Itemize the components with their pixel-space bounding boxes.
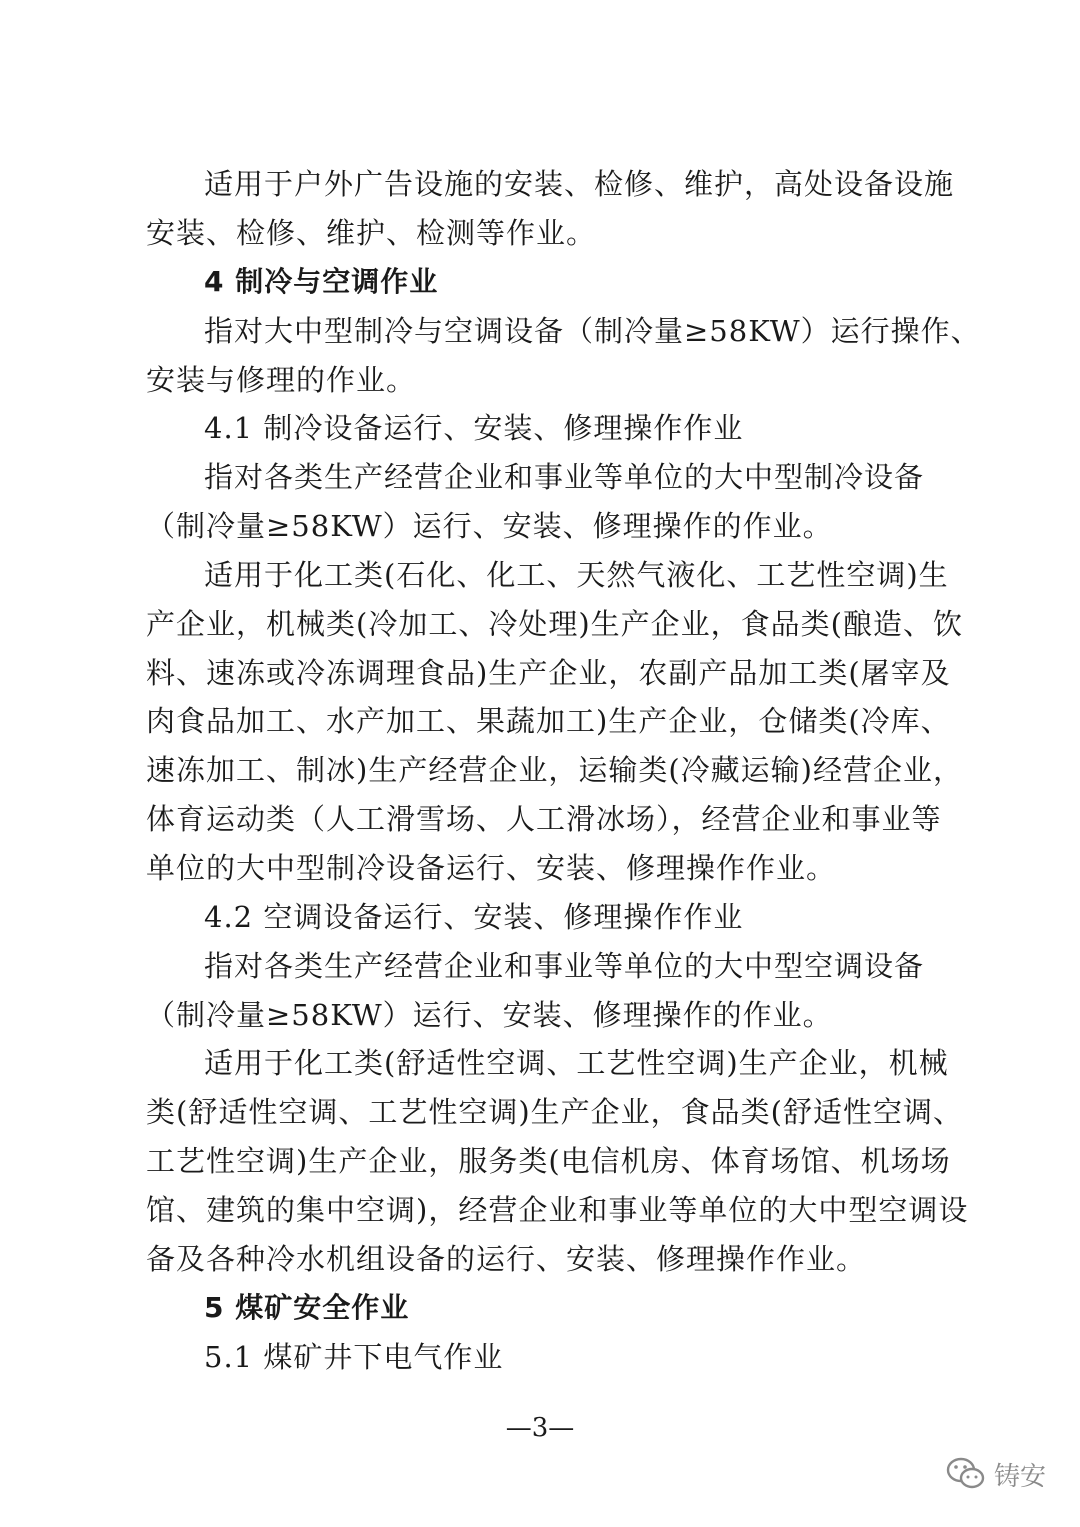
paragraph-line: （制冷量≥58KW）运行、安装、修理操作的作业。 [146, 509, 833, 543]
watermark [946, 1452, 1046, 1496]
paragraph-line: 肉食品加工、水产加工、果蔬加工)生产企业，仓储类(冷库、 [146, 704, 951, 738]
paragraph-line: 安装与修理的作业。 [146, 363, 417, 397]
paragraph-line: （制冷量≥58KW）运行、安装、修理操作的作业。 [146, 998, 833, 1032]
paragraph-line: 适用于户外广告设施的安装、检修、维护，高处设备设施 [204, 167, 955, 201]
paragraph-line: 适用于化工类(石化、化工、天然气液化、工艺性空调)生 [204, 558, 949, 592]
paragraph-line: 指对大中型制冷与空调设备（制冷量≥58KW）运行操作、 [204, 314, 981, 348]
paragraph-line: 类(舒适性空调、工艺性空调)生产企业，食品类(舒适性空调、 [146, 1095, 963, 1129]
subsection-heading: 4.2 空调设备运行、安装、修理操作作业 [204, 900, 744, 934]
paragraph-line: 单位的大中型制冷设备运行、安装、修理操作作业。 [146, 851, 837, 885]
wechat-icon [946, 1457, 986, 1491]
section-heading: 5 煤矿安全作业 [204, 1291, 410, 1324]
paragraph-line: 备及各种冷水机组设备的运行、安装、修理操作作业。 [146, 1242, 867, 1276]
paragraph-line: 指对各类生产经营企业和事业等单位的大中型空调设备 [204, 949, 925, 983]
section-heading: 4 制冷与空调作业 [204, 265, 439, 298]
subsection-heading: 5.1 煤矿井下电气作业 [204, 1340, 504, 1374]
paragraph-line: 工艺性空调)生产企业，服务类(电信机房、体育场馆、机场场 [146, 1144, 951, 1178]
paragraph-line: 产企业，机械类(冷加工、冷处理)生产企业，食品类(酿造、饮 [146, 607, 963, 641]
paragraph-line: 速冻加工、制冰)生产经营企业，运输类(冷藏运输)经营企业， [146, 753, 963, 787]
page-number: —3— [505, 1413, 575, 1443]
paragraph-line: 料、速冻或冷冻调理食品)生产企业，农副产品加工类(屠宰及 [146, 656, 951, 690]
paragraph-line: 体育运动类（人工滑雪场、人工滑冰场），经营企业和事业等 [146, 802, 942, 836]
paragraph-line: 馆、建筑的集中空调)，经营企业和事业等单位的大中型空调设 [146, 1193, 969, 1227]
paragraph-line: 安装、检修、维护、检测等作业。 [146, 216, 597, 250]
paragraph-line: 适用于化工类(舒适性空调、工艺性空调)生产企业，机械 [204, 1046, 949, 1080]
watermark-text: 铸安 [994, 1461, 1047, 1492]
subsection-heading: 4.1 制冷设备运行、安装、修理操作作业 [204, 411, 744, 445]
paragraph-line: 指对各类生产经营企业和事业等单位的大中型制冷设备 [204, 460, 925, 494]
